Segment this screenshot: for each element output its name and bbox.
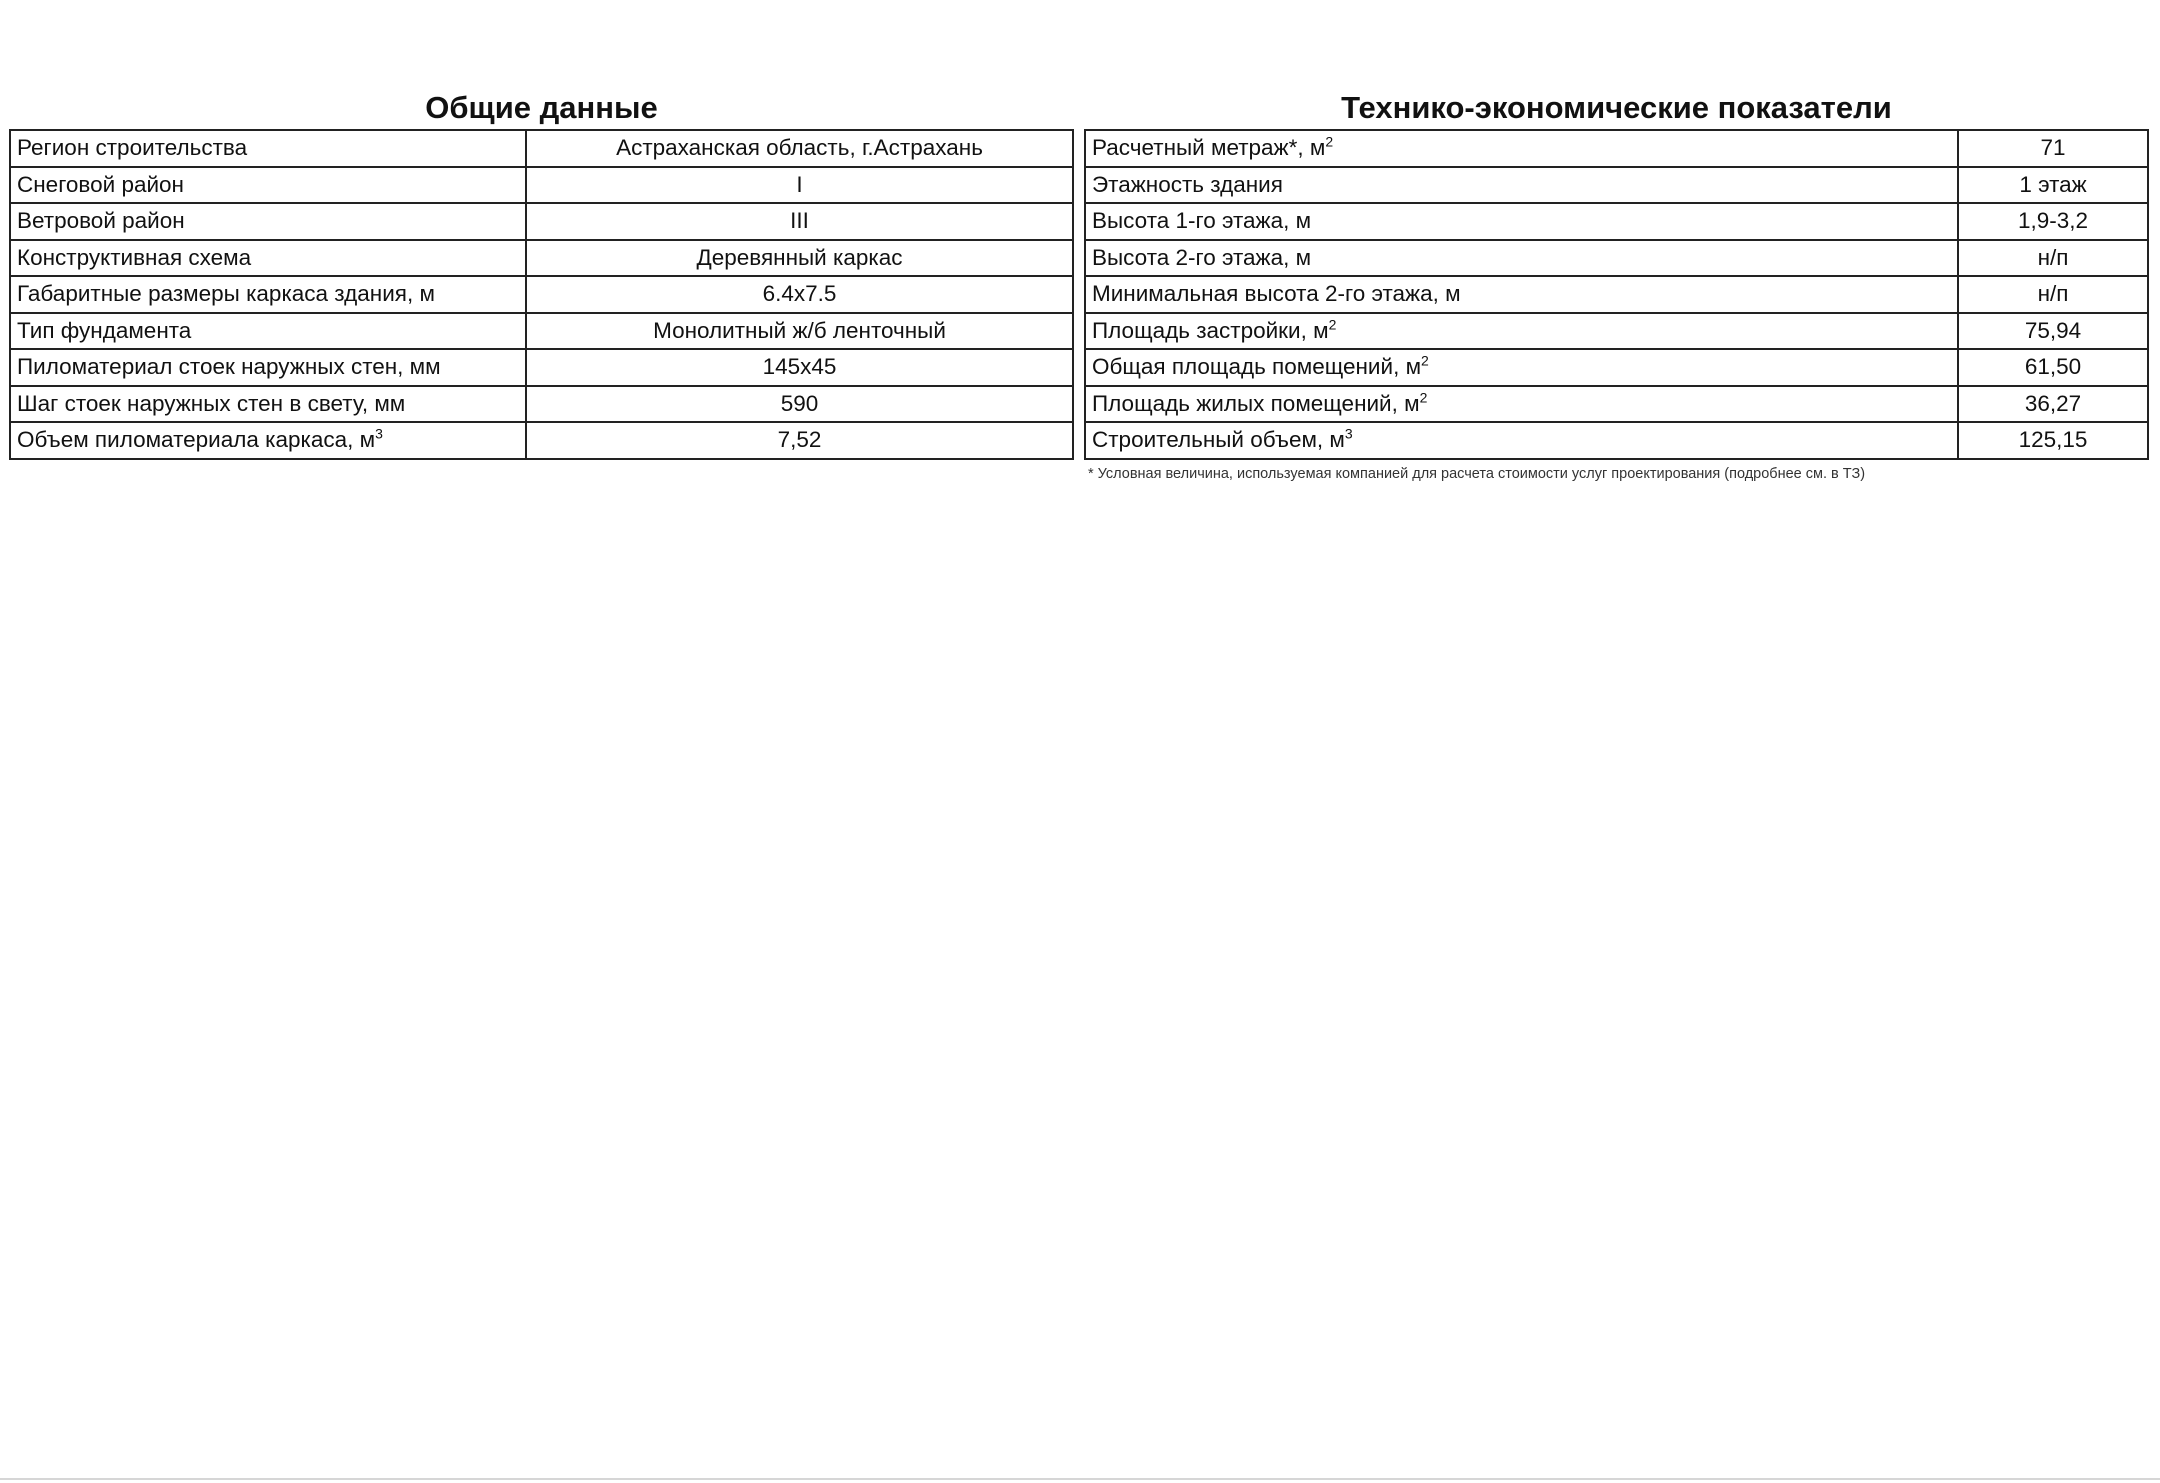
teo-row [1085,386,2148,423]
general-row-label-cell [10,276,526,313]
general-row-value: 6.4x7.5 [526,276,1073,313]
teo-row-unit-exponent: 2 [1421,352,1429,369]
teo-row [1085,130,2148,167]
general-row-label: Габаритные размеры каркаса здания, м [17,281,435,307]
teo-row-label-cell [1085,240,1958,277]
general-row [10,167,1073,204]
general-data-title: Общие данные [425,90,658,125]
teo-row-label-cell [1085,349,1958,386]
general-row-value: 7,52 [526,422,1073,459]
general-row [10,349,1073,386]
teo-row-unit-exponent: 2 [1325,133,1334,150]
teo-row-value: н/п [1958,240,2148,277]
teo-row [1085,313,2148,350]
teo-row [1085,240,2148,277]
general-row-value: III [526,203,1073,240]
general-row [10,276,1073,313]
general-row-value: Деревянный каркас [526,240,1073,277]
general-row [10,313,1073,350]
general-row-label-cell [10,240,526,277]
general-row-label: Снеговой район [17,171,184,197]
general-row-label: Конструктивная схема [17,244,252,270]
teo-row [1085,167,2148,204]
teo-row [1085,349,2148,386]
teo-row-label: Минимальная высота 2-го этажа, м [1092,281,1461,307]
general-row [10,203,1073,240]
teo-row-label: Общая площадь помещений, м [1092,354,1422,380]
teo-section [1084,88,2149,482]
general-row-unit-exponent: 3 [375,425,383,442]
general-data-body [10,130,1073,459]
general-data-table [9,129,1074,460]
teo-row-label: Строительный объем, м [1092,427,1345,453]
teo-row-label-cell [1085,386,1958,423]
general-row-label: Регион строительства [17,135,248,161]
general-row-label: Объем пиломатериала каркаса, м [17,427,376,453]
teo-row-label: Площадь застройки, м [1092,317,1329,343]
teo-row [1085,203,2148,240]
general-row-label-cell [10,167,526,204]
general-data-section [9,88,1074,460]
teo-row-label-cell [1085,167,1958,204]
teo-row [1085,276,2148,313]
teo-row-value: 61,50 [1958,349,2148,386]
teo-row-label: Площадь жилых помещений, м [1092,390,1420,416]
general-row-label: Шаг стоек наружных стен в свету, мм [17,390,406,416]
teo-row-value: 71 [1958,130,2148,167]
general-row-label: Ветровой район [17,208,185,234]
general-row-label-cell [10,130,526,167]
general-row-label-cell [10,422,526,459]
general-row-label-cell [10,386,526,423]
general-row-value: I [526,167,1073,204]
teo-row-label-cell [1085,313,1958,350]
teo-row-value: 1,9-3,2 [1958,203,2148,240]
teo-row-unit-exponent: 2 [1419,389,1428,406]
teo-row-value: 125,15 [1958,422,2148,459]
teo-row-label-cell [1085,276,1958,313]
teo-row-unit-exponent: 3 [1344,425,1353,442]
teo-table [1084,129,2149,460]
teo-body [1085,130,2148,459]
teo-row-label-cell [1085,422,1958,459]
teo-title: Технико-экономические показатели [1341,90,1892,125]
page-bottom-divider [0,1478,2160,1480]
general-row [10,130,1073,167]
general-row-value: Астраханская область, г.Астрахань [526,130,1073,167]
general-row [10,386,1073,423]
teo-row-value: 75,94 [1958,313,2148,350]
general-row-label-cell [10,203,526,240]
teo-row-label: Расчетный метраж*, м [1092,135,1326,161]
general-row-value: 145x45 [526,349,1073,386]
teo-row-label-cell [1085,203,1958,240]
teo-row-label: Высота 2-го этажа, м [1092,244,1312,270]
general-row [10,422,1073,459]
teo-row-label: Этажность здания [1092,171,1283,197]
general-row-label-cell [10,349,526,386]
teo-row [1085,422,2148,459]
general-row-label: Пиломатериал стоек наружных стен, мм [17,354,441,380]
general-row [10,240,1073,277]
teo-row-label: Высота 1-го этажа, м [1092,208,1312,234]
general-row-value: 590 [526,386,1073,423]
teo-row-unit-exponent: 2 [1328,316,1337,333]
teo-footnote: * Условная величина, используемая компанией для расчета стоимости услуг проектирования (подробнее см. в ТЗ) [1088,465,1866,482]
teo-row-value: н/п [1958,276,2148,313]
teo-row-value: 1 этаж [1958,167,2148,204]
teo-row-label-cell [1085,130,1958,167]
general-row-label-cell [10,313,526,350]
general-row-label: Тип фундамента [17,317,192,343]
teo-row-value: 36,27 [1958,386,2148,423]
general-row-value: Монолитный ж/б ленточный [526,313,1073,350]
